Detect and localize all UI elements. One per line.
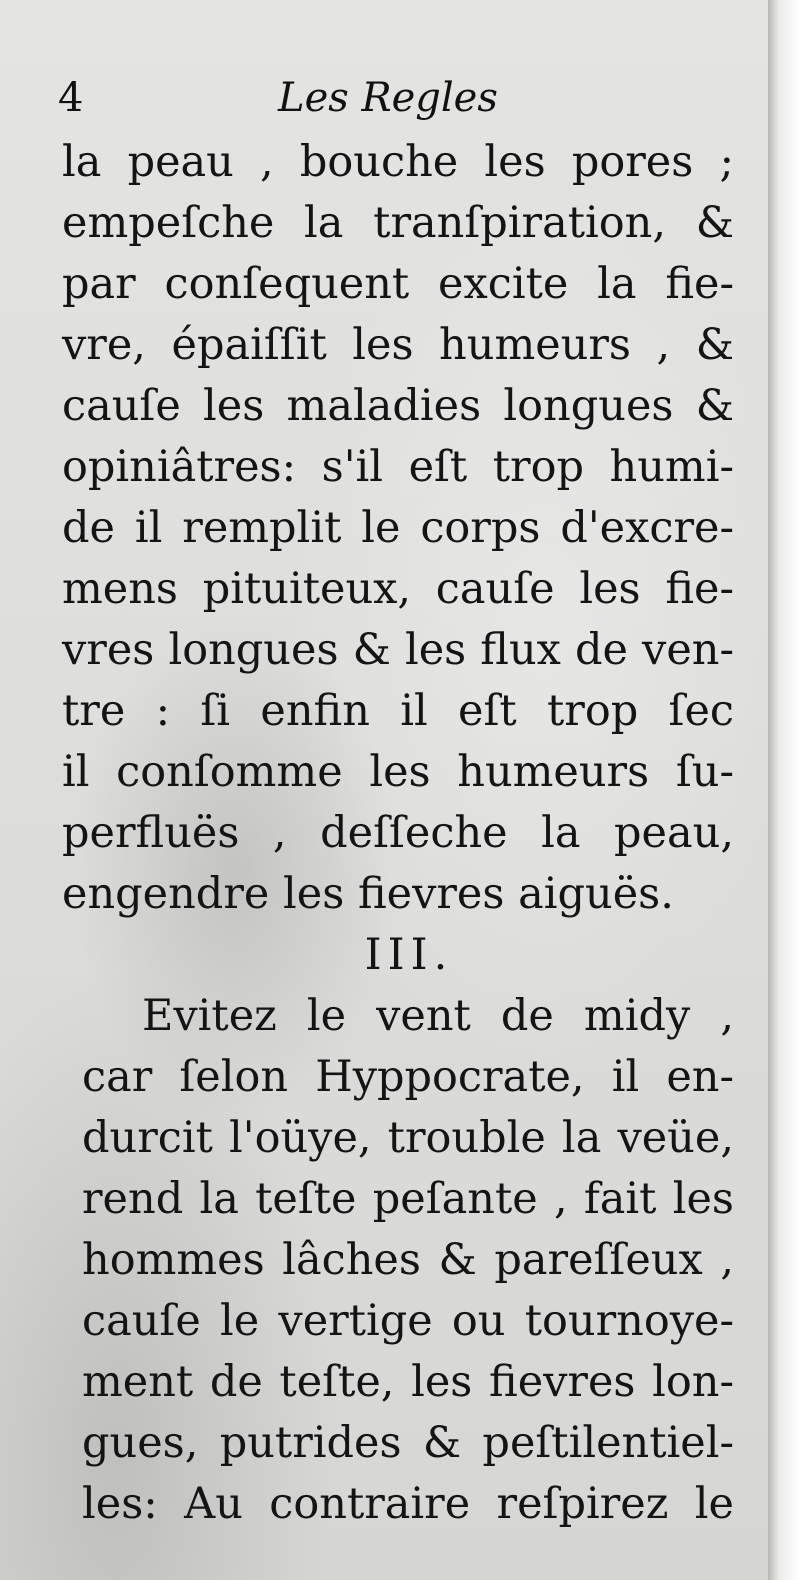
page-gutter-edge — [768, 0, 800, 1580]
running-head — [56, 70, 746, 130]
text-line: par conſequent excite la fie- — [62, 259, 734, 309]
text-line: ment de teſte, les fievres lon- — [82, 1357, 734, 1407]
running-title: Les Regles — [278, 75, 498, 121]
text-line: cauſe les maladies longues & — [62, 381, 734, 431]
text-line: les: Au contraire reſpirez le — [82, 1479, 734, 1529]
text-line: cauſe le vertige ou tournoye- — [82, 1296, 734, 1346]
text-line: car ſelon Hyppocrate, il en- — [82, 1052, 734, 1102]
text-line: vre, épaiſſit les humeurs , & — [62, 320, 734, 370]
text-line: vres longues & les flux de ven- — [62, 625, 734, 675]
text-line: empeſche la tranſpiration, & — [62, 198, 734, 248]
text-line: mens pituiteux, cauſe les fie- — [62, 564, 734, 614]
text-line: la peau , bouche les pores ; — [62, 137, 734, 187]
text-line: gues, putrides & peſtilentiel- — [82, 1418, 734, 1468]
text-line: rend la teſte peſante , fait les — [82, 1174, 734, 1224]
body-text — [62, 132, 734, 1535]
page-number: 4 — [58, 75, 84, 121]
text-line: engendre les fievres aiguës. — [62, 869, 674, 919]
text-line: opiniâtres: s'il eſt trop humi- — [62, 442, 734, 492]
text-line: durcit l'oüye, trouble la veüe, — [82, 1113, 734, 1163]
text-line: tre : ſi enfin il eſt trop ſec — [62, 686, 734, 736]
text-line: perfluës , deſſeche la peau, — [62, 808, 734, 858]
section-number: III. — [364, 930, 454, 980]
text-line: Evitez le vent de midy , — [142, 991, 734, 1041]
text-line: il conſomme les humeurs ſu- — [62, 747, 734, 797]
text-line: hommes lâches & pareſſeux , — [82, 1235, 734, 1285]
text-line: de il remplit le corps d'excre- — [62, 503, 734, 553]
